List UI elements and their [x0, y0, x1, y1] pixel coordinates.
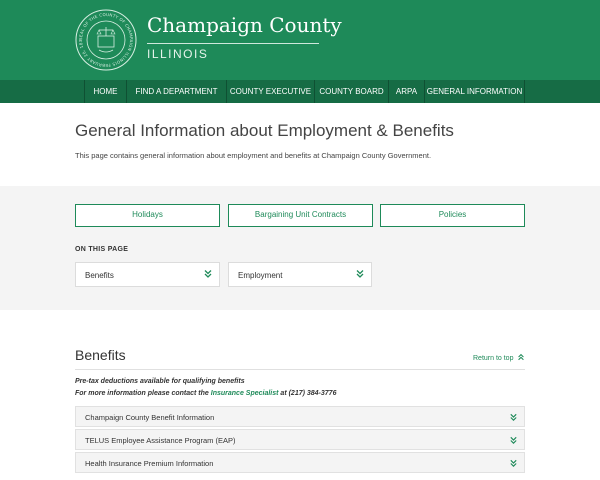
nav-item-arpa[interactable]: ARPA [388, 80, 424, 103]
seal-text: SEAL OF THE COUNTY OF CHAMPAIGN ILLINOIS FEBRUARY 20, 183 [77, 11, 135, 69]
double-chevron-down-icon [509, 436, 518, 445]
section-divider [75, 369, 525, 370]
main-nav [0, 80, 600, 103]
double-chevron-down-icon [355, 269, 365, 279]
accordion-health-insurance-premium[interactable] [75, 452, 525, 473]
accordion-telus-eap[interactable] [75, 429, 525, 450]
benefits-note-line2 [75, 390, 336, 397]
site-header [0, 0, 600, 80]
nav-divider [524, 80, 525, 103]
nav-item-county-executive[interactable]: COUNTY EXECUTIVE [226, 80, 314, 103]
double-chevron-down-icon [203, 269, 213, 279]
nav-item-find-a-department[interactable]: FIND A DEPARTMENT [126, 80, 226, 103]
return-to-top-link[interactable] [473, 353, 525, 362]
double-chevron-down-icon [509, 413, 518, 422]
on-this-page-benefits-select[interactable] [75, 262, 220, 287]
holidays-button[interactable]: Holidays [75, 204, 220, 227]
bargaining-unit-contracts-button[interactable]: Bargaining Unit Contracts [228, 204, 373, 227]
nav-item-county-board[interactable]: COUNTY BOARD [314, 80, 388, 103]
double-chevron-up-icon [517, 353, 525, 361]
benefits-heading: Benefits [75, 347, 126, 363]
nav-item-home[interactable]: HOME [84, 80, 126, 103]
on-this-page-employment-select[interactable] [228, 262, 372, 287]
policies-button[interactable]: Policies [380, 204, 525, 227]
page-title: General Information about Employment & Benefits [75, 121, 454, 140]
nav-item-general-information[interactable]: GENERAL INFORMATION [424, 80, 524, 103]
note-suffix: at (217) 384-3776 [280, 390, 337, 397]
accordion-label: Champaign County Benefit Information [85, 413, 215, 422]
double-chevron-down-icon [509, 459, 518, 468]
on-this-page-label: ON THIS PAGE [75, 246, 129, 253]
accordion-benefit-information[interactable] [75, 406, 525, 427]
benefits-note-line1: Pre-tax deductions available for qualifying benefits [75, 378, 245, 385]
page-description: This page contains general information about employment and benefits at Champaign County Government. [75, 151, 432, 160]
accordion-label: Health Insurance Premium Information [85, 459, 214, 468]
site-subtitle: ILLINOIS [147, 47, 209, 61]
accordion-label: TELUS Employee Assistance Program (EAP) [85, 436, 236, 445]
insurance-specialist-link[interactable]: Insurance Specialist [210, 390, 279, 397]
return-to-top-label: Return to top [473, 355, 514, 362]
note-prefix: For more information please contact the [75, 390, 209, 397]
title-divider [147, 43, 319, 44]
select-label: Employment [238, 271, 283, 280]
county-seal-icon[interactable] [75, 9, 137, 71]
select-label: Benefits [85, 271, 114, 280]
site-title[interactable]: Champaign County [147, 13, 342, 37]
